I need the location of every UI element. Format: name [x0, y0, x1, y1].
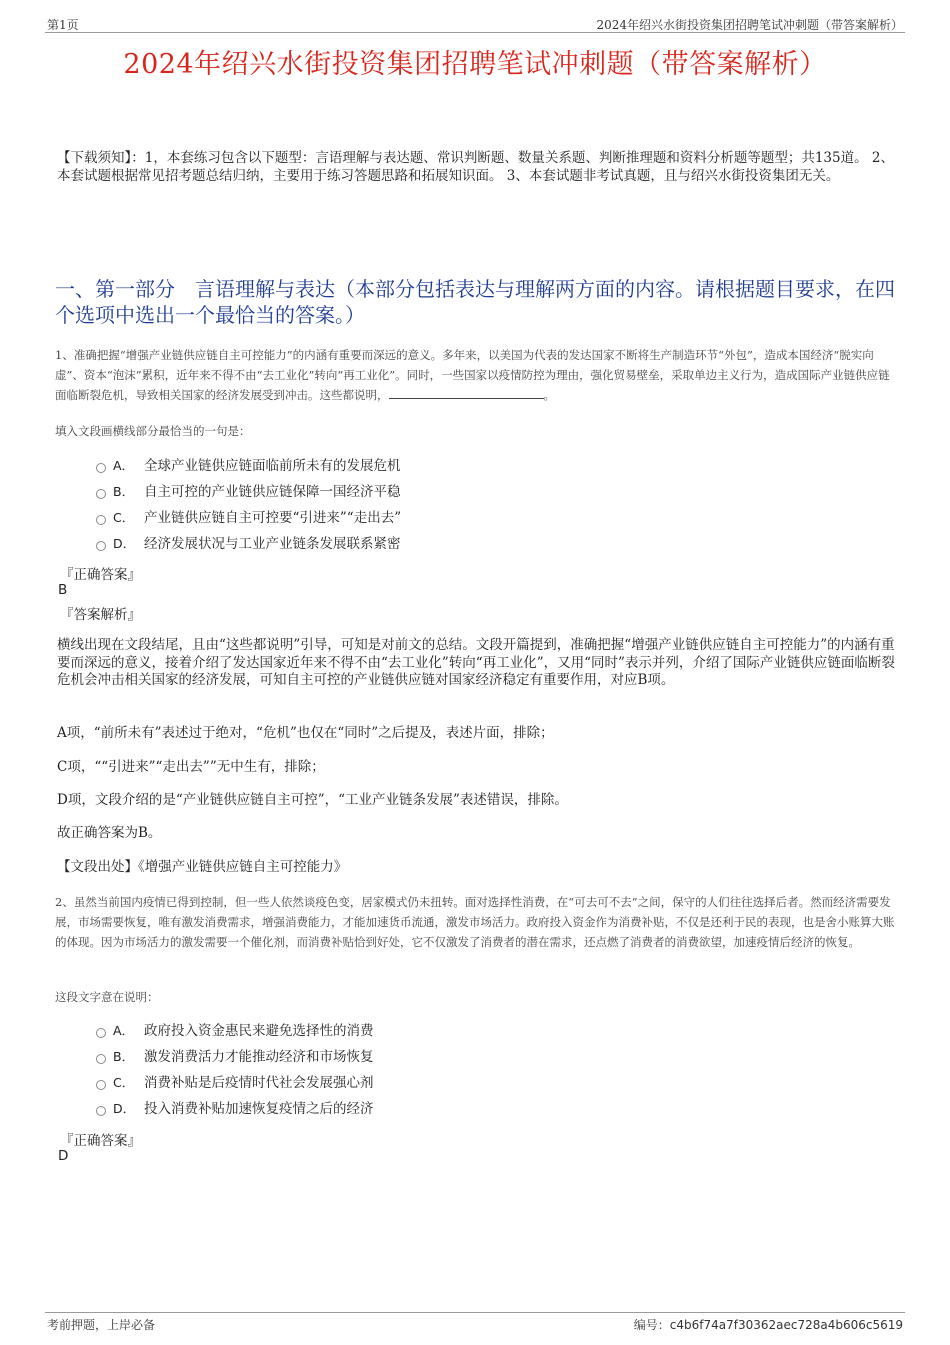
question-1-option-b[interactable] [96, 482, 401, 502]
option-text: 政府投入资金惠民来避免选择性的消费 [144, 1023, 374, 1039]
radio-icon[interactable] [96, 515, 106, 525]
option-text: 激发消费活力才能推动经济和市场恢复 [144, 1049, 374, 1065]
option-text: 产业链供应链自主可控要“引进来”“走出去” [144, 510, 402, 526]
question-2-option-a[interactable] [96, 1021, 374, 1041]
footer-code-label: 编号： [633, 1318, 670, 1332]
source-citation: 【文段出处】《增强产业链供应链自主可控能力》 [57, 859, 348, 875]
question-2-option-c[interactable] [96, 1073, 374, 1093]
page-header [45, 14, 905, 33]
question-1-option-a[interactable] [96, 456, 401, 476]
question-1-option-d[interactable] [96, 534, 401, 554]
option-letter: B． [113, 1049, 135, 1064]
question-2-answer: D [58, 1148, 69, 1164]
question-1-answer-label: 『正确答案』 [60, 567, 141, 583]
footer-slogan: 考前押题，上岸必备 [47, 1318, 156, 1332]
question-1-analysis-label: 『答案解析』 [60, 607, 141, 623]
option-letter: A． [113, 458, 135, 473]
question-1-prompt: 填入文段画横线部分最恰当的一句是： [55, 424, 251, 438]
analysis-paragraph: 故正确答案为B。 [57, 825, 162, 841]
page-footer [45, 1312, 905, 1333]
radio-icon[interactable] [96, 1028, 106, 1038]
analysis-paragraph: D项，文段介绍的是“产业链供应链自主可控”，“工业产业链条发展”表述错误，排除。 [57, 792, 568, 808]
option-letter: A． [113, 1023, 135, 1038]
page-number: 第1页 [47, 18, 79, 32]
radio-icon[interactable] [96, 489, 106, 499]
footer-code-value: c4b6f74a7f30362aec728a4b606c5619 [669, 1318, 903, 1332]
analysis-paragraph: A项，“前所未有”表述过于绝对，“危机”也仅在“同时”之后提及，表述片面，排除； [57, 725, 554, 741]
option-letter: D． [113, 1101, 136, 1116]
option-letter: C． [113, 510, 135, 525]
download-notice: 【下载须知】：1，本套练习包含以下题型：言语理解与表达题、常识判断题、数量关系题、判断推理题和资料分析题等题型；共135道。 2、本套试题根据常见招考题总结归纳，主要用于练习答题思路和拓展知识面。 3、本套试题非考试真题，且与绍兴水街投资集团无关。 [57, 150, 894, 184]
option-text: 全球产业链供应链面临前所未有的发展危机 [144, 458, 401, 474]
question-2-answer-label: 『正确答案』 [60, 1133, 141, 1149]
question-1-end: 。 [543, 388, 555, 402]
radio-icon[interactable] [96, 1080, 106, 1090]
option-text: 自主可控的产业链供应链保障一国经济平稳 [144, 484, 401, 500]
analysis-paragraph: C项，““引进来”“走出去””无中生有，排除； [57, 759, 325, 775]
option-text: 投入消费补贴加速恢复疫情之后的经济 [144, 1101, 374, 1117]
radio-icon[interactable] [96, 541, 106, 551]
section-heading: 一、第一部分 言语理解与表达（本部分包括表达与理解两方面的内容。请根据题目要求，在四个选项中选出一个最恰当的答案。） [55, 277, 895, 327]
radio-icon[interactable] [96, 1054, 106, 1064]
question-2-option-b[interactable] [96, 1047, 374, 1067]
radio-icon[interactable] [96, 1106, 106, 1116]
fill-blank-line [389, 387, 544, 399]
footer-code [634, 1316, 903, 1333]
question-1-option-c[interactable] [96, 508, 401, 528]
header-doc-title: 2024年绍兴水街投资集团招聘笔试冲刺题（带答案解析） [596, 18, 903, 32]
option-letter: D． [113, 536, 136, 551]
option-letter: B． [113, 484, 135, 499]
option-text: 消费补贴是后疫情时代社会发展强心剂 [144, 1075, 374, 1091]
option-text: 经济发展状况与工业产业链条发展联系紧密 [144, 536, 401, 552]
radio-icon[interactable] [96, 463, 106, 473]
analysis-paragraph: 横线出现在文段结尾，且由“这些都说明”引导，可知是对前文的总结。文段开篇提到，准确把握“增强产业链供应链自主可控能力”的内涵有重要而深远的意义，接着介绍了发达国家近年来不得不由“去工业化”转向“再工业化”，又用“同时”表示并列，介绍了国际产业链供应链面临断裂危机会冲击相关国家的经济发展，可知自主可控的产业链供应链对国家经济稳定有重要作用，对应B项。 [57, 637, 895, 688]
question-1-text [55, 345, 900, 405]
question-2-text: 2、虽然当前国内疫情已得到控制，但一些人依然谈疫色变，居家模式仍未扭转。面对选择性消费，在“可去可不去”之间，保守的人们往往选择后者。然而经济需要发展，市场需要恢复，唯有激发消费需求，增强消费能力，才能加速货币流通，激发市场活力。政府投入资金作为消费补贴，不仅是还利于民的表现，也是舍小账算大账的体现。因为市场活力的激发需要一个催化剂，而消费补贴恰到好处，它不仅激发了消费者的潜在需求，还点燃了消费者的消费欲望，加速疫情后经济的恢复。 [55, 895, 895, 949]
question-1-body: 1、准确把握“增强产业链供应链自主可控能力”的内涵有重要而深远的意义。多年来，以美国为代表的发达国家不断将生产制造环节“外包”，造成本国经济“脱实向虚”、资本“泡沫”累积，近年来不得不由“去工业化”转向“再工业化”。同时，一些国家以疫情防控为理由，强化贸易壁垒，采取单边主义行为，造成国际产业链供应链面临断裂危机，导致相关国家的经济发展受到冲击。这些都说明， [55, 348, 890, 402]
document-title: 2024年绍兴水街投资集团招聘笔试冲刺题（带答案解析） [123, 49, 827, 80]
option-letter: C． [113, 1075, 135, 1090]
question-2-option-d[interactable] [96, 1099, 374, 1119]
question-1-answer: B [58, 582, 68, 598]
question-2-prompt: 这段文字意在说明： [55, 990, 159, 1004]
